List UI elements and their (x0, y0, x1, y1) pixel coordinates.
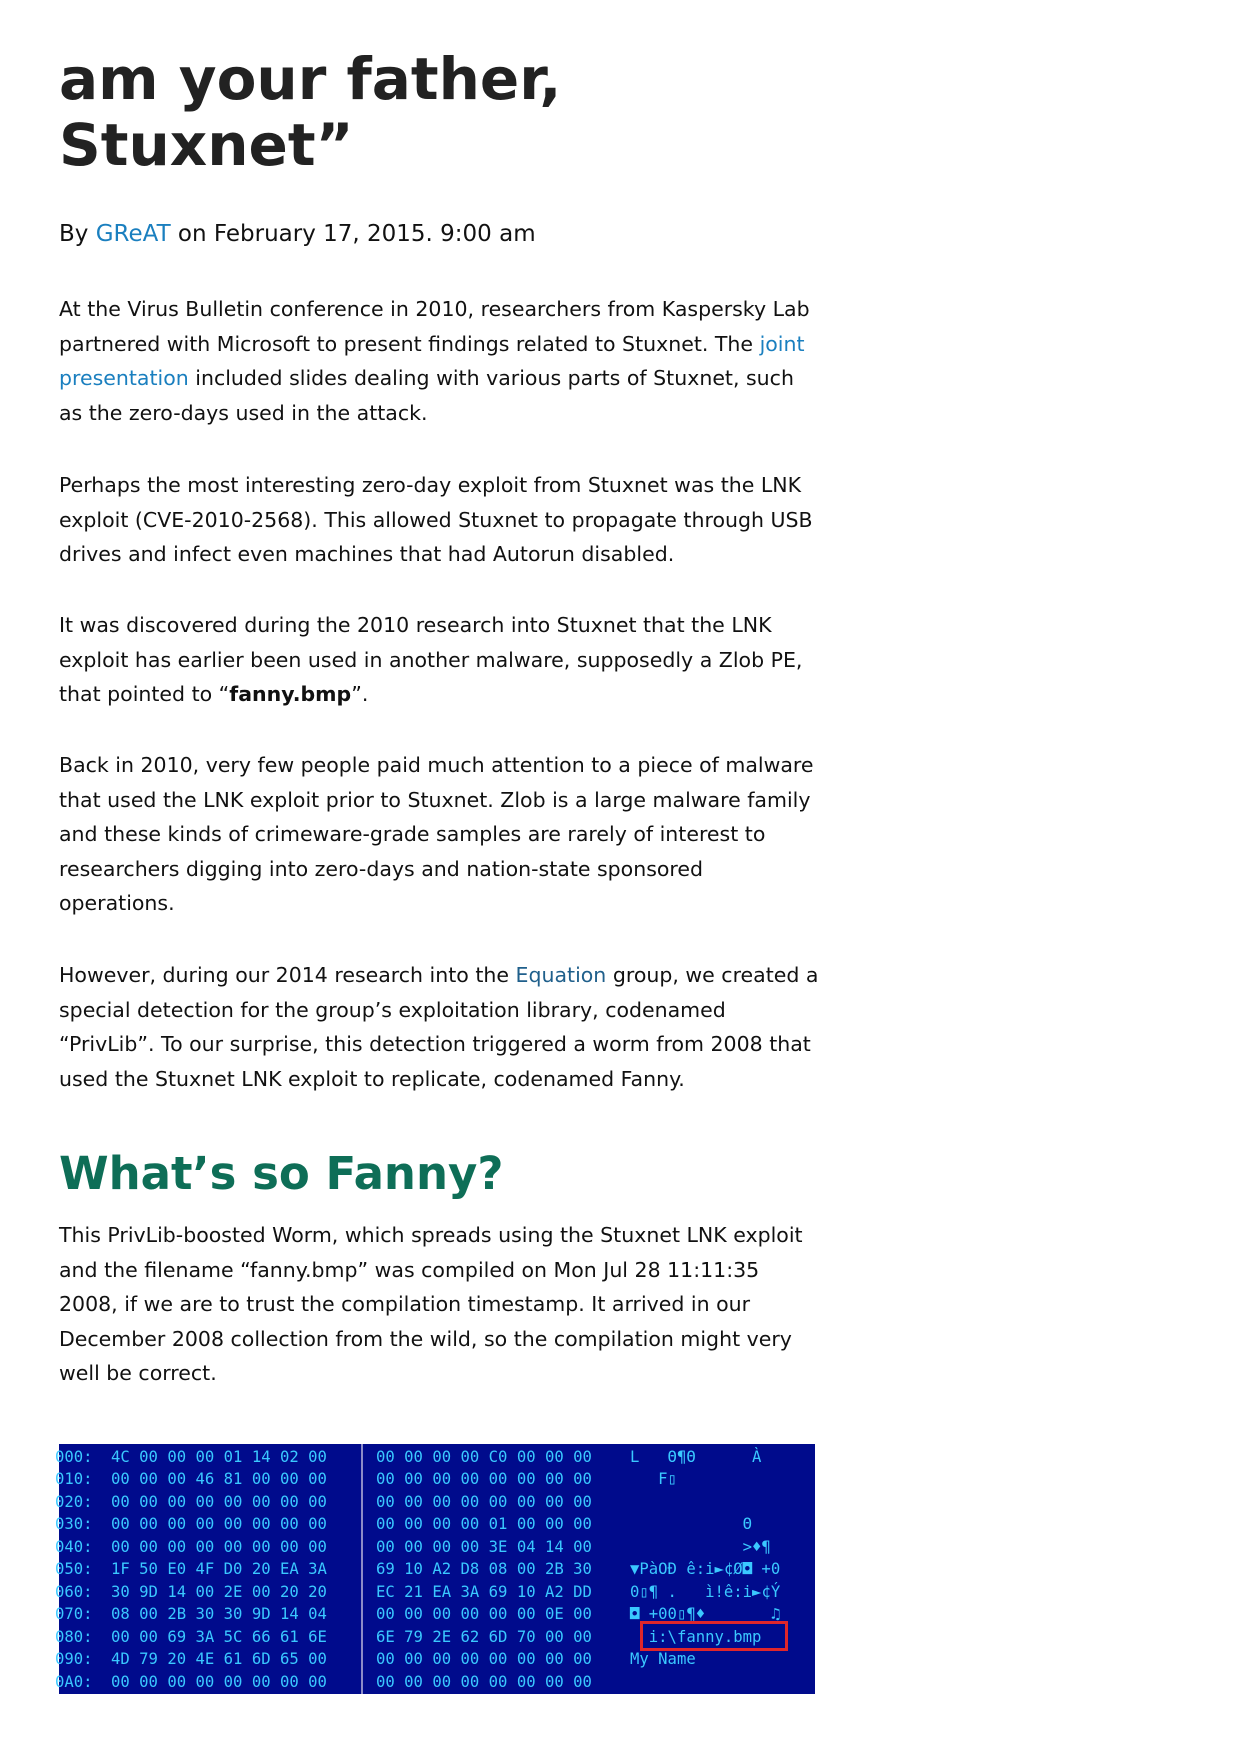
hex-bytes-left: 00 00 00 00 00 00 00 00 (111, 1492, 327, 1511)
hex-ascii: ▼PàOĐ ê:i►¢Ø◘ +0 (630, 1560, 781, 1578)
hex-row (55, 1648, 819, 1671)
paragraph-5 (59, 958, 819, 1096)
hex-row (55, 1446, 819, 1469)
paragraph-3-text-a: It was discovered during the 2010 research into Stuxnet that the LNK exploit has earlier been used in another malware, supposedly a Zlob PE, that pointed to “ (59, 613, 803, 707)
hex-bytes-left: 30 9D 14 00 2E 00 20 20 (111, 1582, 327, 1601)
hex-ascii: My Name (630, 1650, 696, 1668)
hex-address: 020: (55, 1492, 93, 1511)
paragraph-1-text-a: At the Virus Bulletin conference in 2010, researchers from Kaspersky Lab partnered with Microsoft to present findings related to Stuxnet. The (59, 297, 810, 356)
hex-bytes-right: 00 00 00 00 00 00 00 00 (376, 1470, 592, 1488)
hex-row (55, 1513, 819, 1536)
hex-bytes-left: 4D 79 20 4E 61 6D 65 00 (111, 1650, 327, 1668)
hex-bytes-right: 00 00 00 00 00 00 00 00 (376, 1650, 592, 1668)
hex-row (55, 1603, 819, 1626)
hex-bytes-right: 69 10 A2 D8 08 00 2B 30 (376, 1560, 592, 1578)
hex-ascii: ◘ +00▯¶♦ ♫ (630, 1605, 781, 1623)
hex-row (55, 1468, 819, 1491)
hex-bytes-left: 00 00 00 00 00 00 00 00 (111, 1672, 327, 1691)
hex-dump-image (55, 1444, 815, 1694)
byline (59, 219, 536, 249)
hex-address: 000: (55, 1447, 93, 1466)
hex-address: 060: (55, 1582, 93, 1601)
hex-address: 070: (55, 1605, 93, 1623)
hex-row (55, 1558, 819, 1581)
hex-address: 080: (55, 1627, 93, 1646)
hex-address: 0A0: (55, 1672, 93, 1691)
paragraph-3 (59, 608, 819, 712)
paragraph-2: Perhaps the most interesting zero-day exploit from Stuxnet was the LNK exploit (CVE-2010-2568). This allowed Stuxnet to propagate through USB drives and infect even machines that had Autorun disabled. (59, 473, 813, 567)
hex-address: 050: (55, 1560, 93, 1578)
paragraph-1-text-b: included slides dealing with various parts of Stuxnet, such as the zero-days used in the attack. (59, 366, 794, 425)
hex-bytes-left: 08 00 2B 30 30 9D 14 04 (111, 1605, 327, 1623)
hex-bytes-left: 4C 00 00 00 01 14 02 00 (111, 1447, 327, 1466)
hex-bytes-left: 00 00 00 46 81 00 00 00 (111, 1470, 327, 1488)
title-line-1: am your father, (59, 45, 562, 113)
hex-bytes-right: 00 00 00 00 00 00 00 00 (376, 1492, 592, 1511)
hex-bytes-right: 6E 79 2E 62 6D 70 00 00 (376, 1627, 592, 1646)
hex-ascii: i:\fanny.bmp (630, 1627, 762, 1646)
hex-ascii: 0▯¶ . ì!ê:i►¢Ý (630, 1582, 781, 1601)
paragraph-3-text-b: ”. (351, 682, 369, 707)
hex-row (55, 1581, 819, 1604)
hex-row (55, 1536, 819, 1559)
hex-bytes-left: 00 00 00 00 00 00 00 00 (111, 1537, 327, 1556)
hex-row (55, 1671, 819, 1694)
author-link[interactable]: GReAT (95, 221, 171, 247)
hex-address: 090: (55, 1650, 93, 1668)
hex-ascii: F▯ (630, 1470, 677, 1488)
equation-link[interactable]: Equation (515, 963, 607, 987)
paragraph-4: Back in 2010, very few people paid much attention to a piece of malware that used the LNK exploit prior to Stuxnet. Zlob is a large malware family and these kinds of crimeware-grade samples are rarely of interest to researchers digging into zero-days and nation-state sponsored operations. (59, 753, 814, 916)
joint-presentation-link[interactable]: joint presentation (59, 331, 805, 391)
hex-address: 010: (55, 1470, 93, 1488)
paragraph-5-text-b: group, we created a special detection for the group’s exploitation library, codenamed “PrivLib”. To our surprise, this detection triggered a worm from 2008 that used the Stuxnet LNK exploit to replicate, codenamed Fanny. (59, 963, 819, 1091)
paragraph-5-text-a: However, during our 2014 research into the (59, 963, 516, 987)
hex-ascii: Θ (630, 1515, 753, 1533)
article-title (59, 46, 561, 178)
hex-bytes-left: 00 00 69 3A 5C 66 61 6E (111, 1627, 327, 1646)
hex-row (55, 1491, 819, 1514)
paragraph-6: This PrivLib-boosted Worm, which spreads using the Stuxnet LNK exploit and the filename “fanny.bmp” was compiled on Mon Jul 28 11:11:35 2008, if we are to trust the compilation timestamp. It arrived in our December 2008 collection from the wild, so the compilation might very well be correct. (59, 1223, 803, 1386)
hex-bytes-left: 00 00 00 00 00 00 00 00 (111, 1515, 327, 1533)
hex-bytes-right: EC 21 EA 3A 69 10 A2 DD (376, 1582, 592, 1601)
hex-ascii: >♦¶ (630, 1537, 771, 1556)
hex-address: 040: (55, 1537, 93, 1556)
title-line-2: Stuxnet” (59, 111, 354, 179)
hex-ascii: L Θ¶Θ À (630, 1447, 762, 1466)
byline-date: on February 17, 2015. 9:00 am (170, 221, 536, 247)
hex-bytes-right: 00 00 00 00 00 00 00 00 (376, 1672, 592, 1691)
hex-bytes-right: 00 00 00 00 C0 00 00 00 (376, 1447, 592, 1466)
hex-address: 030: (55, 1515, 93, 1533)
fanny-bmp-bold: fanny.bmp (229, 682, 352, 707)
hex-bytes-left: 1F 50 E0 4F D0 20 EA 3A (111, 1560, 327, 1578)
byline-prefix: By (59, 221, 96, 247)
paragraph-1 (59, 292, 819, 430)
hex-row (55, 1626, 819, 1649)
hex-bytes-right: 00 00 00 00 3E 04 14 00 (376, 1537, 592, 1556)
hex-bytes-right: 00 00 00 00 00 00 0E 00 (376, 1605, 592, 1623)
section-heading: What’s so Fanny? (59, 1147, 504, 1200)
hex-bytes-right: 00 00 00 00 01 00 00 00 (376, 1515, 592, 1533)
